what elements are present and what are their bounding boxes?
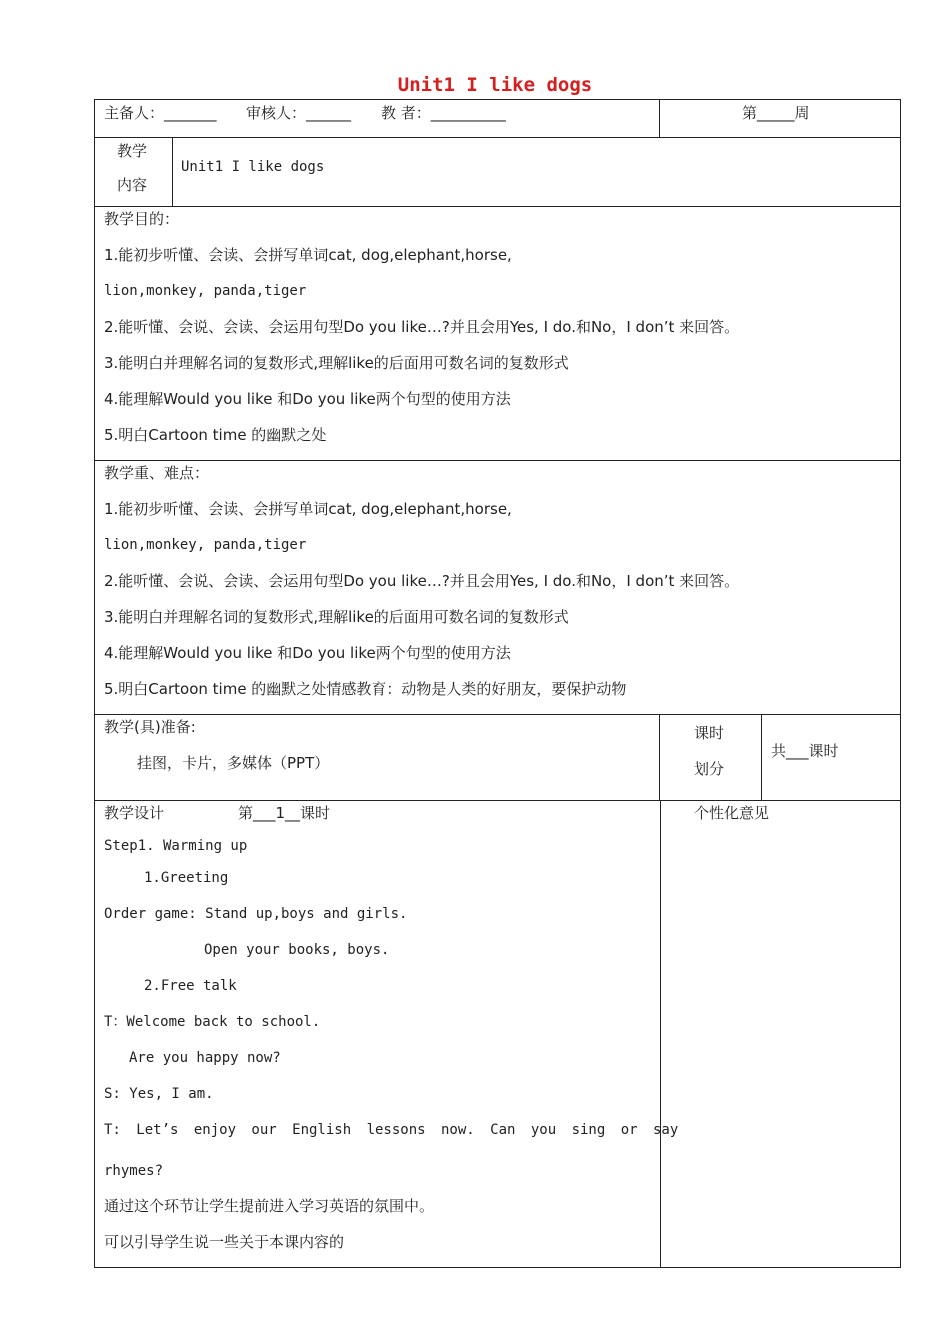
design-line: T: Let’s enjoy our English lessons now. Can you sing or say [104,1122,679,1138]
key-point-line: 3.能明白并理解名词的复数形式,理解like的后面用可数名词的复数形式 [104,608,569,626]
design-line: 通过这个环节让学生提前进入学习英语的氛围中。 [104,1197,435,1215]
teacher-field: 教 者：__________ [381,104,506,122]
design-line: 2.Free talk [144,978,237,994]
objectives-heading: 教学目的： [104,210,180,228]
key-point-line: lion,monkey, panda,tiger [104,537,307,553]
design-heading: 教学设计 [104,804,165,822]
content-value: Unit1 I like dogs [181,159,325,175]
objective-line: 4.能理解Would you like 和Do you like两个句型的使用方法 [104,390,511,408]
period-label-line1: 课时 [694,724,725,742]
objective-line: 1.能初步听懂、会读、会拼写单词cat, dog,elephant,horse, [104,246,512,264]
preparation-heading: 教学(具)准备: [104,718,196,736]
reviewer-field: 审核人：______ [246,104,352,122]
objective-line: 3.能明白并理解名词的复数形式,理解like的后面用可数名词的复数形式 [104,354,569,372]
key-point-line: 1.能初步听懂、会读、会拼写单词cat, dog,elephant,horse, [104,500,512,518]
content-label-line2: 内容 [117,176,148,194]
preparation-items: 挂图，卡片，多媒体（PPT） [137,754,330,772]
design-line: 可以引导学生说一些关于本课内容的 [104,1233,345,1251]
design-line: rhymes? [104,1163,164,1179]
key-point-line: 2.能听懂、会说、会读、会运用句型Do you like…?并且会用Yes, I do.和No，I don’t 来回答。 [104,572,740,590]
week-field: 第_____周 [742,104,810,122]
key-point-line: 4.能理解Would you like 和Do you like两个句型的使用方法 [104,644,511,662]
key-point-line: 5.明白Cartoon time 的幽默之处情感教育：动物是人类的好朋友，要保护动物 [104,680,627,698]
preparer-field: 主备人：_______ [104,104,217,122]
design-line: Open your books, boys. [204,942,390,958]
design-line: Step1. Warming up [104,838,248,854]
lesson-number: 第___1__课时 [238,804,331,822]
key-points-heading: 教学重、难点： [104,464,210,482]
design-line: Are you happy now? [129,1050,281,1066]
design-line: T：Welcome back to school. [104,1014,321,1030]
personal-opinion-heading: 个性化意见 [694,804,770,822]
design-line: 1.Greeting [144,870,229,886]
design-line: Order game: Stand up,boys and girls. [104,906,408,922]
objective-line: 2.能听懂、会说、会读、会运用句型Do you like…?并且会用Yes, I do.和No，I don’t 来回答。 [104,318,740,336]
design-line: S: Yes, I am. [104,1086,214,1102]
period-value: 共___课时 [771,742,839,760]
period-label-line2: 划分 [694,760,725,778]
document-title: Unit1 I like dogs [397,74,593,96]
objective-line: lion,monkey, panda,tiger [104,283,307,299]
content-label-line1: 教学 [117,142,148,160]
objective-line: 5.明白Cartoon time 的幽默之处 [104,426,327,444]
